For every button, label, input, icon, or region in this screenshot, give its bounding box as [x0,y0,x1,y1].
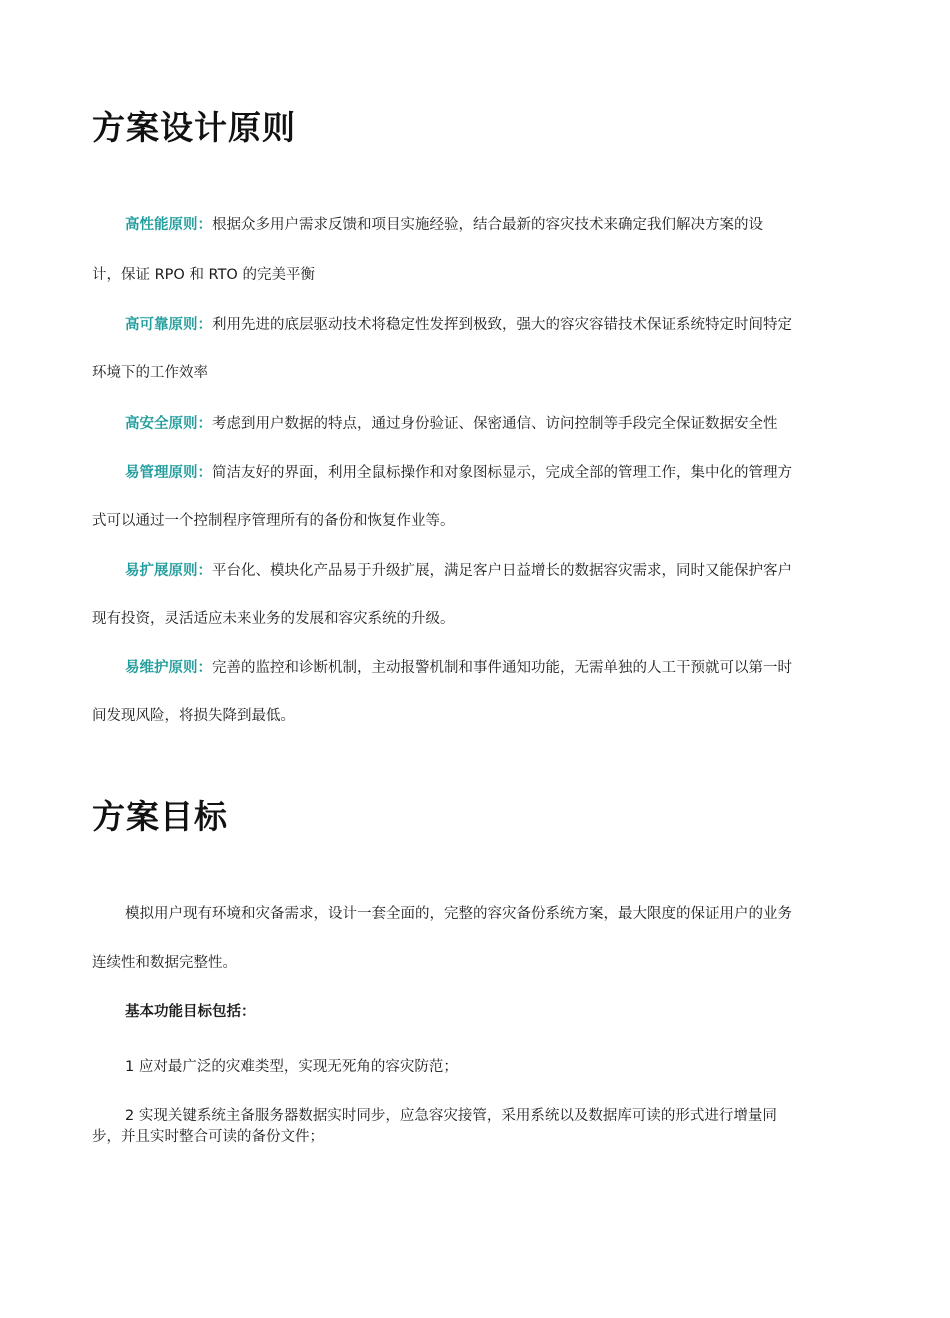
principle-scalability [125,560,792,582]
principle-text: 根据众多用户需求反馈和项目实施经验，结合最新的容灾技术来确定我们解决方案的设 [212,217,763,233]
principle-manageability [125,462,792,484]
principle-label: 易管理原则： [125,465,212,481]
goals-heading: 基本功能目标包括： [125,1004,256,1020]
principle-label: 高安全原则： [125,416,212,432]
principle-performance-cont: 计，保证 RPO 和 RTO 的完美平衡 [92,267,315,283]
principle-maintainability-cont: 间发现风险，将损失降到最低。 [92,708,295,724]
principle-reliability-cont: 环境下的工作效率 [92,365,208,381]
section-title-goals: 方案目标 [92,797,228,836]
principle-text: 简洁友好的界面，利用全鼠标操作和对象图标显示，完成全部的管理工作，集中化的管理方 [212,465,792,481]
goals-intro-cont: 连续性和数据完整性。 [92,955,237,971]
principle-text: 平台化、模块化产品易于升级扩展，满足客户日益增长的数据容灾需求，同时又能保护客户 [212,563,792,579]
goal-item-1: 1 应对最广泛的灾难类型，实现无死角的容灾防范； [125,1059,458,1075]
goal-item-2-cont: 步，并且实时整合可读的备份文件； [92,1129,324,1145]
principle-label: 易扩展原则： [125,563,212,579]
principle-reliability [125,314,792,336]
principle-text: 利用先进的底层驱动技术将稳定性发挥到极致，强大的容灾容错技术保证系统特定时间特定 [212,317,792,333]
principle-label: 易维护原则： [125,660,212,676]
goals-intro: 模拟用户现有环境和灾备需求，设计一套全面的，完整的容灾备份系统方案，最大限度的保证用户的业务 [125,906,792,922]
principle-performance [125,214,763,236]
principle-manageability-cont: 式可以通过一个控制程序管理所有的备份和恢复作业等。 [92,513,455,529]
section-title-design-principles: 方案设计原则 [92,108,296,147]
principle-text: 完善的监控和诊断机制，主动报警机制和事件通知功能，无需单独的人工干预就可以第一时 [212,660,792,676]
goal-item-2: 2 实现关键系统主备服务器数据实时同步，应急容灾接管，采用系统以及数据库可读的形式进行增量同 [125,1108,777,1124]
principle-label: 高性能原则： [125,217,212,233]
principle-label: 高可靠原则： [125,317,212,333]
principle-maintainability [125,657,792,679]
principle-text: 考虑到用户数据的特点，通过身份验证、保密通信、访问控制等手段完全保证数据安全性 [212,416,778,432]
principle-security [125,413,778,435]
principle-scalability-cont: 现有投资，灵活适应未来业务的发展和容灾系统的升级。 [92,611,455,627]
